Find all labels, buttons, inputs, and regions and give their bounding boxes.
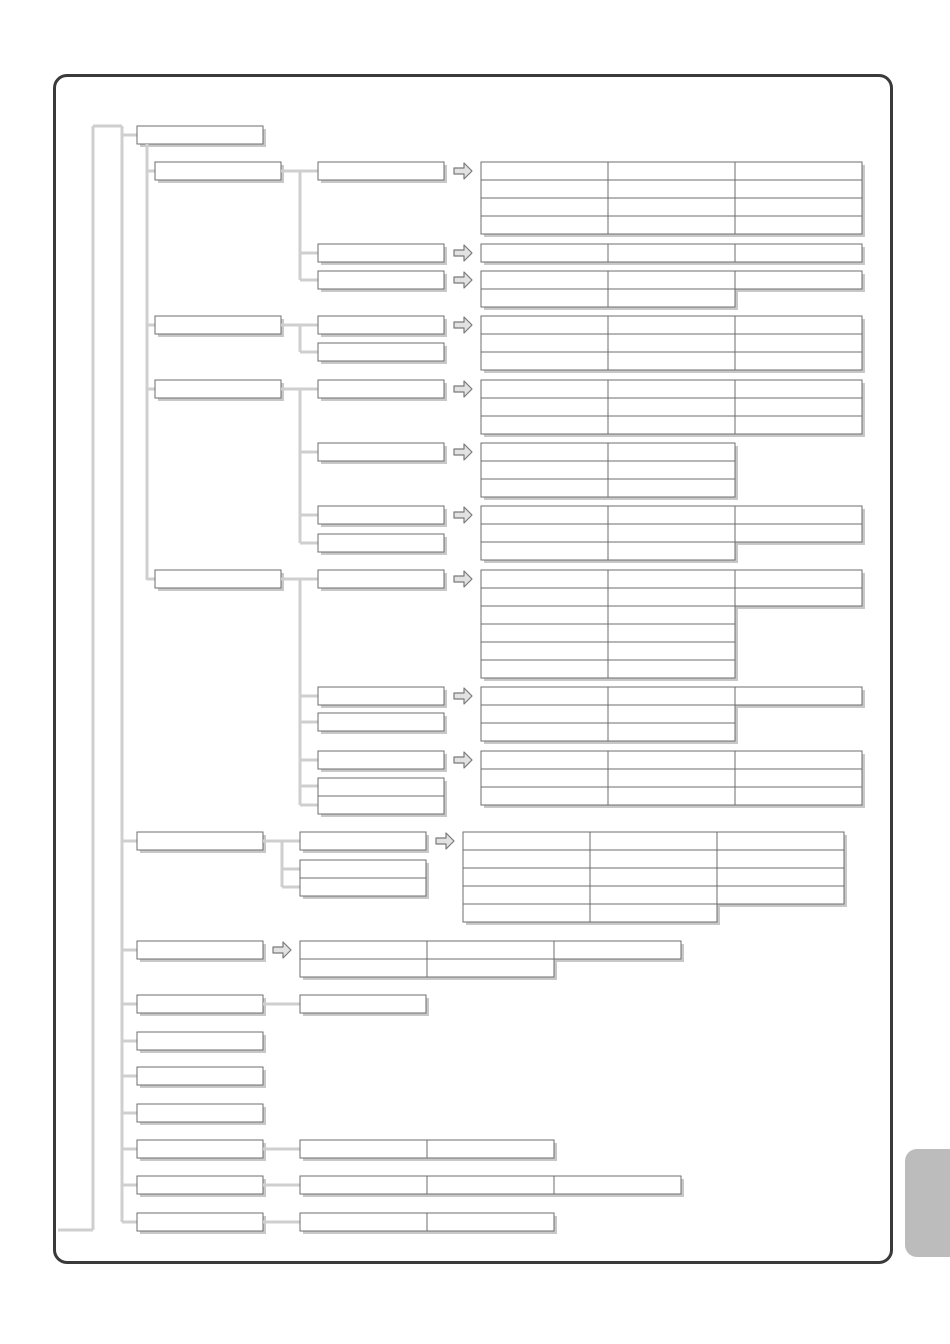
grid-cell	[735, 316, 862, 334]
level1-box	[137, 1032, 263, 1050]
grid-cell	[735, 198, 862, 216]
right-arrow-icon	[454, 444, 472, 460]
right-arrow-icon	[454, 381, 472, 397]
grid-cell	[608, 570, 735, 588]
level1-box	[137, 126, 263, 144]
grid-cell	[590, 832, 717, 850]
grid-cell	[300, 1140, 427, 1158]
grid-cell	[735, 524, 862, 542]
level1-box	[137, 941, 263, 959]
grid-cell	[735, 162, 862, 180]
grid-cell	[590, 904, 717, 922]
grid-cell	[463, 868, 590, 886]
grid-cell	[481, 443, 608, 461]
right-arrow-icon	[454, 752, 472, 768]
grid-cell	[735, 570, 862, 588]
right-arrow-icon	[454, 272, 472, 288]
grid-cell	[481, 162, 608, 180]
grid-cell	[735, 588, 862, 606]
right-arrow-icon	[454, 688, 472, 704]
grid-cell	[735, 506, 862, 524]
level1-box	[137, 1140, 263, 1158]
level2-box	[300, 832, 426, 850]
grid-cell	[481, 216, 608, 234]
level3-box	[318, 751, 444, 769]
grid-cell	[481, 606, 608, 624]
right-arrow-icon	[273, 942, 291, 958]
grid-cell	[608, 524, 735, 542]
grid-cell	[481, 588, 608, 606]
grid-cell	[608, 479, 735, 497]
grid-cell	[481, 723, 608, 741]
grid-cell	[608, 352, 735, 370]
level3-box	[318, 162, 444, 180]
level3-box	[318, 443, 444, 461]
grid-cell	[300, 959, 427, 977]
grid-cell	[481, 271, 608, 289]
grid-cell	[608, 705, 735, 723]
grid-cell	[608, 398, 735, 416]
grid-cell	[735, 180, 862, 198]
grid-cell	[300, 941, 427, 959]
grid-cell	[300, 1213, 427, 1231]
grid-cell	[481, 769, 608, 787]
grid-cell	[481, 398, 608, 416]
level2-box	[155, 316, 281, 334]
grid-cell	[717, 868, 844, 886]
grid-cell	[608, 506, 735, 524]
grid-cell	[608, 271, 735, 289]
level3-box	[318, 271, 444, 289]
grid-cell	[481, 289, 608, 307]
right-arrow-icon	[454, 507, 472, 523]
grid-cell	[590, 850, 717, 868]
level3-box	[318, 713, 444, 731]
grid-cell	[481, 624, 608, 642]
grid-cell	[735, 416, 862, 434]
grid-cell	[481, 479, 608, 497]
grid-cell	[481, 461, 608, 479]
grid-cell	[481, 316, 608, 334]
grid-cell	[735, 271, 862, 289]
grid-cell	[427, 1140, 554, 1158]
grid-cell	[608, 198, 735, 216]
grid-cell	[481, 524, 608, 542]
grid-cell	[608, 787, 735, 805]
grid-cell	[481, 787, 608, 805]
grid-cell	[481, 180, 608, 198]
grid-cell	[608, 588, 735, 606]
grid-cell	[735, 751, 862, 769]
level3-box	[318, 316, 444, 334]
grid-cell	[735, 398, 862, 416]
level3-box	[318, 570, 444, 588]
grid-cell	[463, 850, 590, 868]
right-arrow-icon	[436, 833, 454, 849]
grid-cell	[427, 941, 554, 959]
level2-box	[155, 570, 281, 588]
right-arrow-icon	[454, 163, 472, 179]
grid-cell	[608, 162, 735, 180]
grid-cell	[554, 1176, 681, 1194]
grid-cell	[608, 216, 735, 234]
grid-cell	[735, 244, 862, 262]
grid-cell	[481, 660, 608, 678]
chapter-index-tab	[905, 1149, 950, 1257]
grid-cell	[608, 289, 735, 307]
grid-cell	[608, 443, 735, 461]
grid-cell	[463, 832, 590, 850]
grid-cell	[481, 705, 608, 723]
grid-cell	[608, 660, 735, 678]
level3-box	[318, 506, 444, 524]
grid-cell	[481, 687, 608, 705]
grid-cell	[481, 416, 608, 434]
grid-cell	[608, 244, 735, 262]
grid-cell	[735, 334, 862, 352]
grid-cell	[735, 216, 862, 234]
grid-cell	[608, 642, 735, 660]
grid-cell	[481, 506, 608, 524]
level1-box	[137, 1067, 263, 1085]
grid-cell	[735, 380, 862, 398]
grid-cell	[481, 198, 608, 216]
grid-cell	[481, 642, 608, 660]
grid-cell	[481, 570, 608, 588]
level1-box	[137, 1213, 263, 1231]
grid-cell	[481, 380, 608, 398]
level2-box	[155, 380, 281, 398]
right-arrow-icon	[454, 245, 472, 261]
grid-cell	[608, 461, 735, 479]
grid-cell	[608, 416, 735, 434]
grid-cell	[608, 769, 735, 787]
level3-box	[318, 534, 444, 552]
grid-cell	[735, 769, 862, 787]
grid-cell	[717, 850, 844, 868]
grid-cell	[608, 542, 735, 560]
grid-cell	[717, 886, 844, 904]
grid-cell	[481, 244, 608, 262]
grid-cell	[608, 687, 735, 705]
grid-cell	[590, 886, 717, 904]
level1-box	[137, 832, 263, 850]
grid-cell	[608, 751, 735, 769]
level1-box	[137, 1176, 263, 1194]
grid-cell	[608, 606, 735, 624]
grid-cell	[554, 941, 681, 959]
grid-cell	[735, 687, 862, 705]
grid-cell	[590, 868, 717, 886]
grid-cell	[427, 959, 554, 977]
grid-cell	[427, 1176, 554, 1194]
level3-box	[318, 687, 444, 705]
right-arrow-icon	[454, 571, 472, 587]
grid-cell	[481, 542, 608, 560]
level1-box	[137, 995, 263, 1013]
level1-box	[137, 1104, 263, 1122]
grid-cell	[735, 352, 862, 370]
grid-cell	[608, 316, 735, 334]
grid-cell	[300, 1176, 427, 1194]
grid-cell	[608, 334, 735, 352]
grid-cell	[608, 723, 735, 741]
level3-box	[318, 343, 444, 361]
grid-cell	[427, 1213, 554, 1231]
right-arrow-icon	[454, 317, 472, 333]
grid-cell	[608, 380, 735, 398]
grid-cell	[608, 624, 735, 642]
grid-cell	[717, 832, 844, 850]
grid-cell	[481, 334, 608, 352]
level3-box	[318, 380, 444, 398]
level3-box	[318, 244, 444, 262]
level2-box	[300, 995, 426, 1013]
grid-cell	[481, 751, 608, 769]
grid-cell	[481, 352, 608, 370]
grid-cell	[735, 787, 862, 805]
level2-box	[155, 162, 281, 180]
grid-cell	[608, 180, 735, 198]
grid-cell	[463, 886, 590, 904]
grid-cell	[463, 904, 590, 922]
